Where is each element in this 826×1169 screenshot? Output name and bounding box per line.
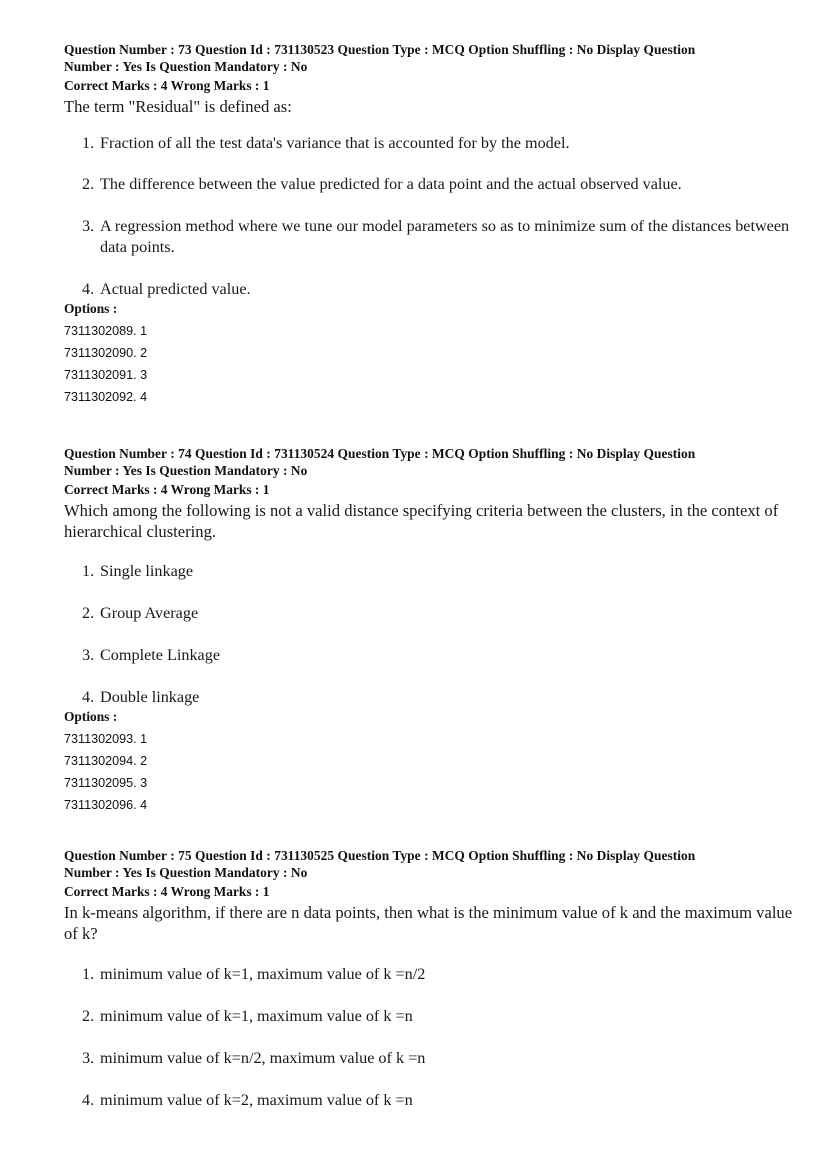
choice-number: 2. [82, 174, 95, 193]
question-74 [64, 446, 794, 813]
choice-number: 1. [82, 561, 95, 580]
question-marks: Correct Marks : 4 Wrong Marks : 1 [64, 482, 270, 497]
choice-2 [64, 1006, 794, 1027]
option-id: 7311302090. 2 [64, 345, 148, 360]
choice-text: minimum value of k=n/2, maximum value of k =n [100, 1048, 426, 1067]
choice-4 [64, 279, 794, 300]
choice-text: The difference between the value predicted for a data point and the actual observed value. [100, 174, 682, 193]
choice-number: 3. [82, 645, 95, 664]
choice-3 [64, 1048, 794, 1069]
question-stem: Which among the following is not a valid distance specifying criteria between the clusters, in the context of hierarchical clustering. [64, 500, 779, 541]
option-id: 7311302094. 2 [64, 753, 148, 768]
question-meta [64, 42, 794, 75]
option-id: 7311302091. 3 [64, 367, 148, 382]
choice-number: 3. [82, 216, 95, 235]
question-75 [64, 848, 794, 1111]
choice-3 [64, 216, 794, 258]
option-id: 7311302092. 4 [64, 389, 148, 404]
choice-1 [64, 133, 794, 154]
choice-number: 2. [82, 1006, 95, 1025]
choice-text: Complete Linkage [100, 645, 221, 664]
choice-number: 1. [82, 133, 95, 152]
question-meta [64, 446, 794, 479]
choice-text: Group Average [100, 603, 199, 622]
choice-text: minimum value of k=1, maximum value of k =n [100, 1006, 413, 1025]
meta-line-2: Number : Yes Is Question Mandatory : No [64, 58, 308, 74]
choice-text: minimum value of k=1, maximum value of k =n/2 [100, 964, 426, 983]
choice-2 [64, 174, 794, 195]
meta-line-2: Number : Yes Is Question Mandatory : No [64, 864, 308, 880]
choice-number: 4. [82, 687, 95, 706]
choice-text: Single linkage [100, 561, 194, 580]
question-73 [64, 42, 794, 405]
choice-4 [64, 687, 794, 708]
choice-1 [64, 964, 794, 985]
choice-text: A regression method where we tune our model parameters so as to minimize sum of the distances between data points. [100, 216, 790, 256]
choice-number: 3. [82, 1048, 95, 1067]
option-id: 7311302096. 4 [64, 797, 148, 812]
meta-line-1: Question Number : 73 Question Id : 731130523 Question Type : MCQ Option Shuffling : No Display Question [64, 42, 696, 57]
option-id: 7311302089. 1 [64, 323, 148, 338]
choice-2 [64, 603, 794, 624]
question-marks: Correct Marks : 4 Wrong Marks : 1 [64, 78, 270, 93]
meta-line-1: Question Number : 74 Question Id : 731130524 Question Type : MCQ Option Shuffling : No Display Question [64, 446, 696, 461]
option-id: 7311302095. 3 [64, 775, 148, 790]
choice-text: minimum value of k=2, maximum value of k =n [100, 1090, 413, 1109]
options-label: Options : [64, 300, 118, 316]
question-stem: The term "Residual" is defined as: [64, 96, 292, 116]
question-meta [64, 848, 794, 881]
choice-number: 2. [82, 603, 95, 622]
choice-3 [64, 645, 794, 666]
choice-text: Actual predicted value. [100, 279, 251, 298]
option-id: 7311302093. 1 [64, 731, 148, 746]
question-marks: Correct Marks : 4 Wrong Marks : 1 [64, 884, 270, 899]
choice-text: Fraction of all the test data's variance that is accounted for by the model. [100, 133, 570, 152]
choice-text: Double linkage [100, 687, 200, 706]
choice-4 [64, 1090, 794, 1111]
choice-number: 4. [82, 279, 95, 298]
choice-number: 1. [82, 964, 95, 983]
meta-line-2: Number : Yes Is Question Mandatory : No [64, 462, 308, 478]
options-label: Options : [64, 708, 118, 724]
choice-1 [64, 561, 794, 582]
meta-line-1: Question Number : 75 Question Id : 731130525 Question Type : MCQ Option Shuffling : No Display Question [64, 848, 696, 863]
question-stem: In k-means algorithm, if there are n data points, then what is the minimum value of k and the maximum value of k? [64, 902, 793, 943]
choice-number: 4. [82, 1090, 95, 1109]
